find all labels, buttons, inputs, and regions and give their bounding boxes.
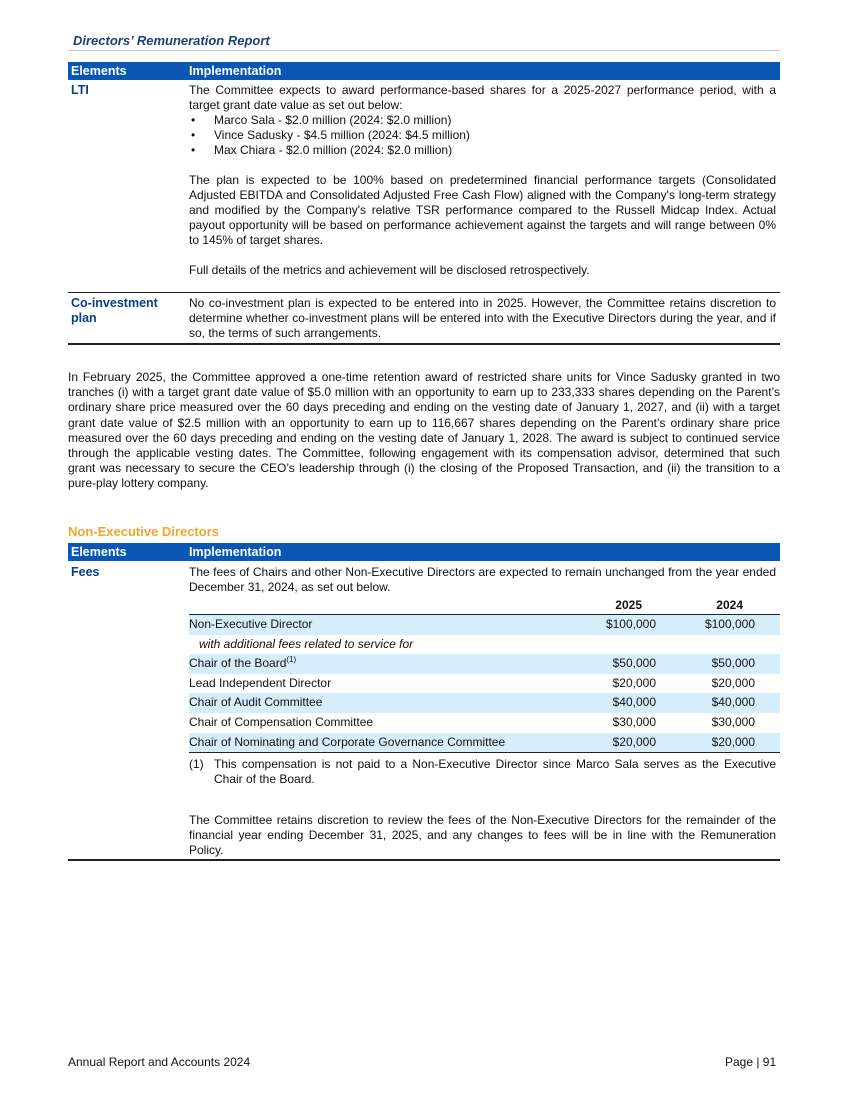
- row-divider: [68, 292, 780, 293]
- year-2025-header: 2025: [615, 598, 642, 612]
- value-2025: $40,000: [612, 695, 656, 710]
- value-2025: $50,000: [612, 656, 656, 671]
- table-bottom-rule: [68, 343, 780, 345]
- value-2025: $30,000: [612, 714, 656, 729]
- section-title-ned: Non-Executive Directors: [68, 524, 219, 539]
- footer-page-number: Page | 91: [725, 1055, 777, 1069]
- value-2025: $20,000: [612, 734, 656, 749]
- row-label: Lead Independent Director: [189, 675, 332, 690]
- table-row: [189, 654, 780, 674]
- lti-intro: The Committee expects to award performance-based shares for a 2025-2027 performance period, with a target grant date value as set out below:: [189, 83, 776, 112]
- coinvestment-label: Co-investment plan: [71, 296, 158, 325]
- report-header-title: Directors’ Remuneration Report: [73, 33, 270, 48]
- col-implementation-header: Implementation: [189, 64, 282, 78]
- lti-implementation: [189, 83, 776, 278]
- row-label-text: Chair of the Board: [189, 656, 287, 671]
- table-row: [189, 635, 780, 655]
- table-row: [189, 713, 780, 733]
- footnote-marker: (1): [286, 655, 297, 665]
- footnote-number: (1): [189, 757, 204, 771]
- row-label: Chair of Audit Committee: [189, 695, 323, 710]
- coinvestment-implementation: No co-investment plan is expected to be entered into in 2025. However, the Committee retains discretion to determine whether co-investment plans will be entered into with the Executive Directors during the year, and if so, the terms of such arrangements.: [189, 296, 776, 340]
- col-implementation-header: Implementation: [189, 545, 282, 559]
- row-label: Chair of Compensation Committee: [189, 714, 374, 729]
- lti-label: LTI: [71, 83, 89, 97]
- lti-bullet: • Max Chiara - $2.0 million (2024: $2.0 million): [189, 143, 776, 158]
- lti-bullet: • Vince Sadusky - $4.5 million (2024: $4.5 million): [189, 128, 776, 143]
- lti-bullet: • Marco Sala - $2.0 million (2024: $2.0 million): [189, 113, 776, 128]
- row-label: Chair of Nominating and Corporate Governance Committee: [189, 734, 506, 749]
- fees-table-header: [189, 596, 780, 614]
- table-row: [189, 615, 780, 635]
- header-divider: [68, 50, 780, 51]
- fees-table: [189, 596, 780, 753]
- ned-table-header: [68, 543, 780, 561]
- fees-closing-paragraph: The Committee retains discretion to review the fees of the Non-Executive Directors for the remainder of the financial year ending December 31, 2025, and any changes to fees will be in line with the Remuneration Policy.: [189, 813, 776, 857]
- value-2024: $100,000: [704, 617, 755, 631]
- row-label: with additional fees related to service for: [199, 636, 414, 651]
- col-elements-header: Elements: [71, 545, 127, 559]
- lti-disclosure-note: Full details of the metrics and achievement will be disclosed retrospectively.: [189, 263, 590, 277]
- footnote-text: This compensation is not paid to a Non-Executive Director since Marco Sala serves as the Executive Chair of the Board.: [214, 757, 776, 786]
- table-row: [189, 674, 780, 694]
- lti-bullet-list: [189, 113, 776, 158]
- table-row: [189, 733, 780, 753]
- row-label: Non-Executive Director: [189, 617, 313, 631]
- fees-label: Fees: [71, 565, 100, 579]
- value-2024: $50,000: [711, 656, 755, 671]
- fees-footnote: [189, 757, 776, 787]
- lti-plan-paragraph: The plan is expected to be 100% based on predetermined financial performance targets (Consolidated Adjusted EBITDA and Consolidated Adjusted Free Cash Flow) aligned with the Company's long-term strategy and modified by the Company's relative TSR performance compared to the Russell Midcap Index. Actual payout opportunity will be based on performance achievement against the targets and will range between 0% to 145% of target shares.: [189, 173, 776, 247]
- footer-report-title: Annual Report and Accounts 2024: [68, 1055, 251, 1069]
- value-2025: $20,000: [612, 675, 656, 690]
- col-elements-header: Elements: [71, 64, 127, 78]
- retention-award-paragraph: In February 2025, the Committee approved a one-time retention award of restricted share units for Vince Sadusky granted in two tranches (i) with a target grant date value of $5.0 million with an opportunity to earn up to 233,333 shares depending on the Parent’s ordinary share price measured over the 60 days preceding and ending on the vesting date of January 1, 2027, and (ii) with a target grant date value of $2.5 million with an opportunity to earn up to 116,667 shares depending on the Parent’s ordinary share price measured over the 60 days preceding and ending on the vesting date of January 1, 2028. The award is subject to continued service through the applicable vesting dates. The Committee, following engagement with its compensation advisor, determined that such grant was necessary to secure the CEO’s leadership through (i) the closing of the Proposed Transaction, and (ii) the transition to a pure-play lottery company.: [68, 370, 780, 491]
- table-header: [68, 62, 780, 80]
- value-2024: $20,000: [711, 675, 755, 690]
- row-label: [189, 654, 296, 674]
- ned-table-bottom-rule: [68, 859, 780, 861]
- table-row: [189, 693, 780, 713]
- value-2024: $40,000: [711, 695, 755, 710]
- fees-bottom-rule: [189, 752, 780, 753]
- value-2024: $30,000: [711, 714, 755, 729]
- fees-intro: The fees of Chairs and other Non-Executive Directors are expected to remain unchanged from the year ended December 31, 2024, as set out below.: [189, 565, 776, 594]
- year-2024-header: 2024: [716, 598, 743, 612]
- value-2025: $100,000: [605, 617, 656, 631]
- value-2024: $20,000: [711, 734, 755, 749]
